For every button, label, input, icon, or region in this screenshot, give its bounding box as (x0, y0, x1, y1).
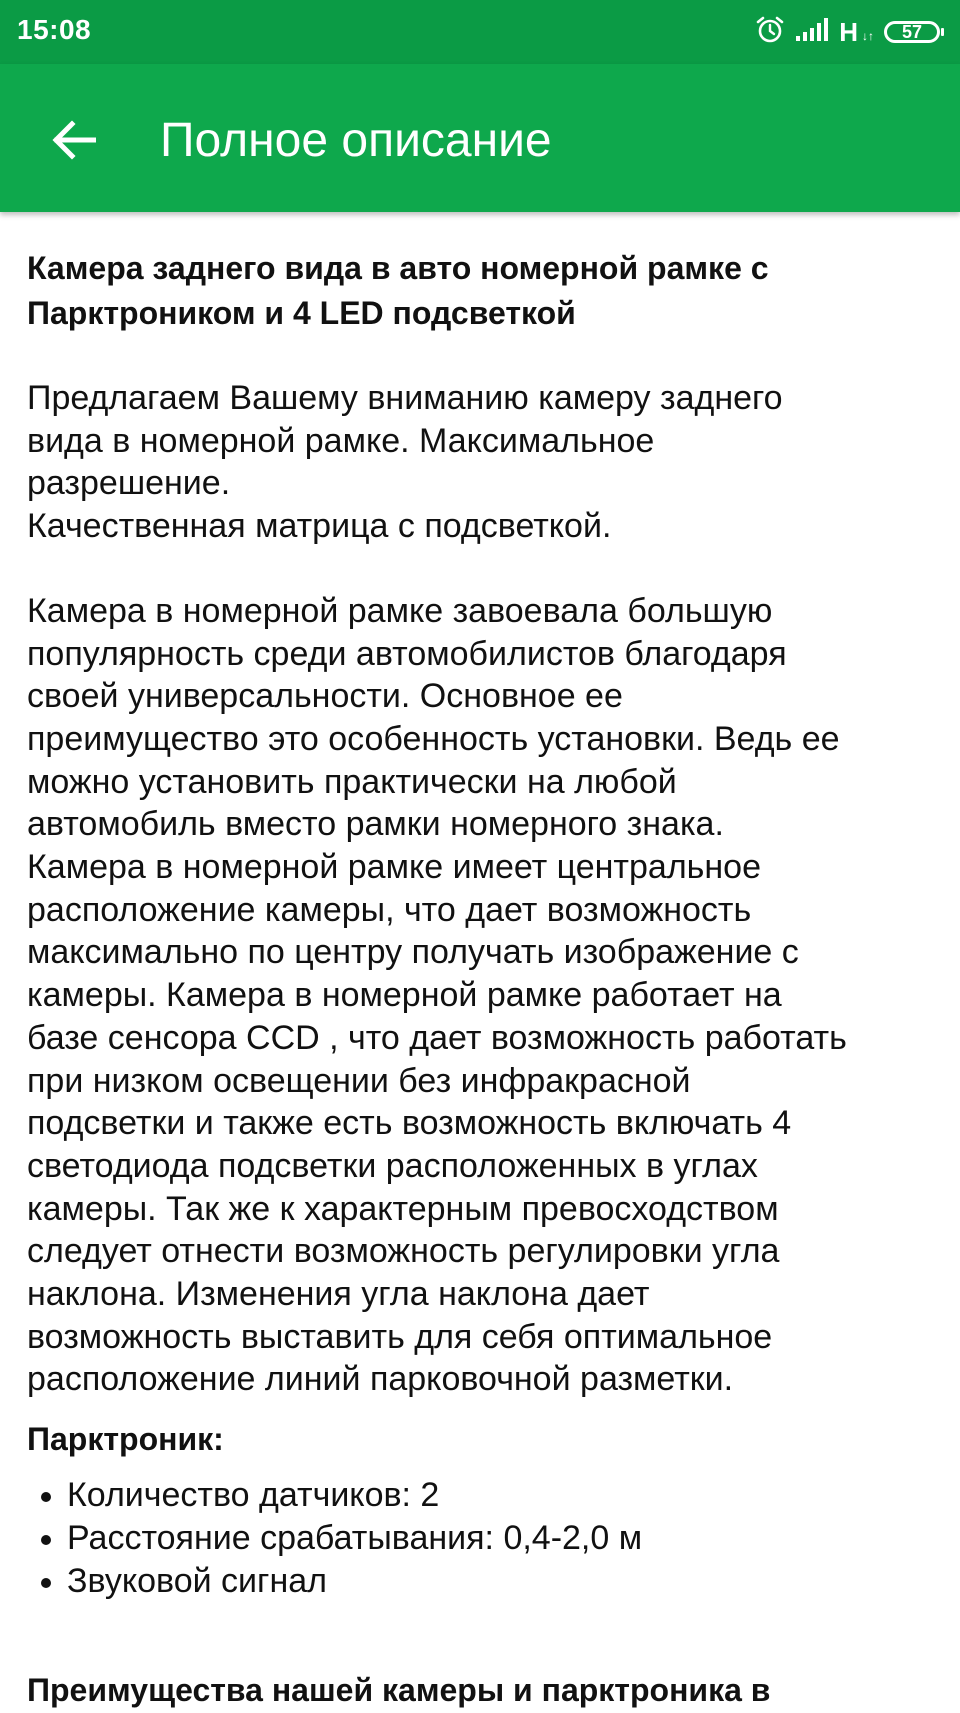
description-paragraph-2: Камера в номерной рамке завоевала большую популярность среди автомобилистов благодаря своей универсальности. Основное ее преимущество это особенность установки. Ведь ее можно установить практически на любой автомобиль вместо рамки номерного знака. Камера в номерной рамке имеет центральное расположение камеры, что дает возможность максимально по центру получать изображение с камеры. Камера в номерной рамке работает на базе сенсора CCD , что дает возможность работать при низком освещении без инфракрасной подсветки и также есть возможность включать 4 светодиода подсветки расположенных в углах камеры. Так же к характерным превосходством следует отнести возможность регулировки угла наклона. Изменения угла наклона дает возможность выставить для себя оптимальное расположение линий парковочной разметки. (27, 591, 847, 1399)
parktronic-list (27, 1474, 939, 1602)
status-bar (0, 0, 960, 64)
status-time: 15:08 (17, 14, 92, 45)
alarm-clock-icon (755, 15, 785, 50)
page-title: Полное описание (160, 114, 552, 167)
back-button[interactable] (36, 102, 112, 178)
status-icons (755, 14, 940, 50)
list-item: Количество датчиков: 2 (27, 1474, 939, 1517)
network-type: H (839, 16, 858, 47)
advantages-heading: Преимущества нашей камеры и парктроника в (27, 1672, 771, 1709)
description-content (27, 246, 939, 1713)
product-title: Камера заднего вида в авто номерной рамке с Парктроником и 4 LED подсветкой (27, 250, 769, 331)
app-bar (0, 64, 960, 212)
list-item: Звуковой сигнал (27, 1560, 939, 1603)
battery-icon (884, 21, 940, 43)
arrow-left-icon (52, 120, 96, 160)
list-item: Расстояние срабатывания: 0,4-2,0 м (27, 1517, 939, 1560)
battery-level: 57 (901, 22, 923, 42)
description-paragraph-1: Предлагаем Вашему вниманию камеру заднего вида в номерной рамке. Максимальное разрешение. Качественная матрица с подсветкой. (27, 379, 783, 546)
paragraph-spacer (27, 548, 939, 590)
parktronic-heading: Парктроник: (27, 1421, 224, 1458)
signal-icon (795, 18, 829, 47)
network-activity: ↓↑ (862, 29, 874, 43)
